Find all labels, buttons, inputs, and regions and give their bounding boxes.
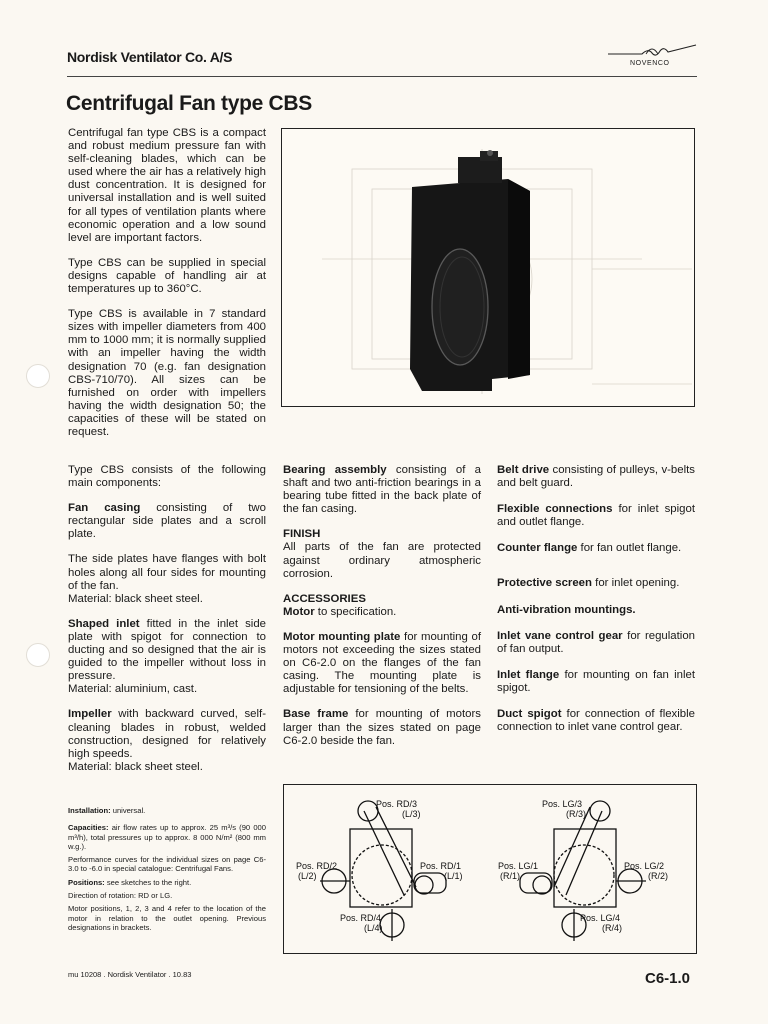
- accessories-column: [497, 464, 695, 747]
- value: air flow rates up to approx. 25 m³/s (90 000 m³/h), total pressures up to approx. 8 000 N/m² (800 mm w.g.).: [68, 823, 266, 851]
- fan-casing-item: [68, 502, 266, 541]
- label: Positions:: [68, 877, 105, 887]
- intro-paragraph: Type CBS is available in 7 standard sizes with impeller diameters from 400 mm to 1000 mm; it is normally supplied with an impeller having the width designation 70 (e.g. fan designation CBS-710/70). All sizes can be furnished on order with impellers having the width designation 50; the capacities of these will be stated on request.: [68, 308, 266, 438]
- rd3-old-label: (L/3): [402, 809, 421, 819]
- term: Belt drive: [497, 464, 550, 476]
- vane-item: [497, 630, 695, 656]
- term: Inlet vane control gear: [497, 629, 623, 642]
- description: to specification.: [314, 605, 397, 618]
- term: Fan casing: [68, 502, 141, 515]
- belt-item: [497, 464, 695, 490]
- notes-block: [68, 806, 266, 936]
- intro-paragraph: Centrifugal fan type CBS is a compact and robust medium pressure fan with self-cleaning blades, which can be used where the air has a relatively high dust concentration. It is designed for universal installation and is well suited for all types of ventilation plants where economic operation and a low sound level are important factors.: [68, 127, 266, 244]
- intro-paragraph: Type CBS can be supplied in special designs capable of handling air at temperatures up to 360°C.: [68, 256, 266, 296]
- positions-note: [68, 878, 266, 887]
- lg4-label: Pos. LG/4: [580, 913, 621, 923]
- base-frame-item: [283, 708, 481, 747]
- material: Material: black sheet steel.: [68, 592, 203, 605]
- value: universal.: [110, 806, 146, 815]
- rd4-label: Pos. RD/4: [340, 913, 382, 923]
- term: Impeller: [68, 708, 112, 721]
- lg1-label: Pos. LG/1: [498, 861, 539, 871]
- description: consisting of a shaft and two anti-friction bearings in a bearing tube fitted in the back plate of the fan casing.: [283, 464, 482, 516]
- header-rule: [67, 76, 697, 77]
- flex-item: [497, 503, 695, 529]
- lg3-old-label: (R/3): [566, 809, 586, 819]
- duct-spigot-item: [497, 708, 695, 734]
- label: Capacities:: [68, 823, 109, 833]
- motor-item: [283, 606, 481, 619]
- value: see sketches to the right.: [104, 877, 192, 887]
- description: with backward curved, self-cleaning blades in robust, welded construction, designed for relatively high speeds.: [68, 708, 266, 760]
- term: Base frame: [283, 708, 349, 721]
- term: Protective screen: [497, 577, 592, 590]
- fan-image: [282, 129, 694, 406]
- description: for mounting of motors not exceeding the sizes stated on C6-2.0 on the flanges of the fan casing. The mounting plate is adjustable for tensioning of the belts.: [283, 630, 481, 696]
- term: Motor: [283, 605, 315, 618]
- components-column: [68, 464, 266, 786]
- description: for mounting on fan inlet spigot.: [497, 668, 696, 694]
- term: Inlet flange: [497, 668, 560, 681]
- bearing-accessories-column: [283, 464, 481, 760]
- page-number: C6-1.0: [645, 970, 691, 987]
- description: for regulation of fan output.: [497, 629, 695, 655]
- counter-flange-item: [497, 542, 695, 555]
- description: The side plates have flanges with bolt holes along all four sides for mounting of the fan.: [68, 553, 266, 592]
- finish-heading: FINISH: [283, 528, 321, 541]
- lg2-old-label: (R/2): [648, 871, 668, 881]
- rd1-label: Pos. RD/1: [420, 861, 462, 871]
- components-intro: Type CBS consists of the following main components:: [68, 464, 266, 490]
- term: Counter flange: [497, 542, 578, 555]
- description: consisting of two rectangular side plates and a scroll plate.: [68, 502, 266, 541]
- lg2-label: Pos. LG/2: [624, 861, 665, 871]
- term: Anti-vibration mountings.: [497, 603, 636, 616]
- lg4-old-label: (R/4): [602, 923, 622, 933]
- term: Motor mounting plate: [283, 630, 401, 643]
- intro-text: [68, 127, 266, 451]
- footer-reference: mu 10208 . Nordisk Ventilator . 10.83: [68, 970, 192, 979]
- material: Material: black sheet steel.: [68, 760, 203, 773]
- fan-photo: [281, 128, 695, 407]
- antivibration-item: [497, 604, 695, 617]
- motor-positions-note: Motor positions, 1, 2, 3 and 4 refer to the location of the motor in relation to the outlet opening. Previous designations in brackets.: [68, 904, 266, 932]
- logo-text: NOVENCO: [630, 60, 670, 67]
- punch-hole: [26, 364, 50, 388]
- term: Shaped inlet: [68, 617, 140, 630]
- punch-hole: [26, 643, 50, 667]
- positions-diagram: [283, 784, 697, 954]
- label: Installation:: [68, 806, 111, 815]
- material: Material: aluminium, cast.: [68, 683, 198, 696]
- rotation-note: Direction of rotation: RD or LG.: [68, 891, 173, 901]
- performance-note: Performance curves for the individual sizes on page C6-3.0 to -6.0 in special catalogue: Centrifugal Fans.: [68, 855, 266, 874]
- inlet-flange-item: [497, 669, 695, 695]
- term: Bearing assembly: [283, 464, 387, 476]
- lg3-label: Pos. LG/3: [542, 799, 583, 809]
- accessories-heading: ACCESSORIES: [283, 592, 366, 605]
- positions-sketch: [284, 785, 696, 953]
- description: for connection of flexible connection to inlet vane control gear.: [497, 708, 695, 734]
- impeller-item: [68, 708, 266, 773]
- description: for inlet spigot and outlet flange.: [497, 503, 695, 529]
- shaped-inlet-item: [68, 618, 266, 697]
- motor-plate-item: [283, 631, 481, 696]
- lg1-old-label: (R/1): [500, 871, 520, 881]
- side-plates-item: [68, 553, 266, 605]
- description: consisting of pulleys, v-belts and belt guard.: [497, 464, 695, 490]
- page-title: Centrifugal Fan type CBS: [66, 92, 312, 115]
- bearing-item: [283, 464, 481, 516]
- rd2-old-label: (L/2): [298, 871, 317, 881]
- rd3-label: Pos. RD/3: [376, 799, 418, 809]
- installation-note: [68, 806, 266, 815]
- rd4-old-label: (L/4): [364, 923, 383, 933]
- description: fitted in the inlet side plate with spigot for connection to ducting and so designed that the air is guided to the impeller without loss in pressure.: [68, 617, 266, 683]
- screen-item: [497, 577, 695, 590]
- rd1-old-label: (L/1): [444, 871, 463, 881]
- finish-text: All parts of the fan are protected against ordinary atmospheric corrosion.: [283, 541, 481, 580]
- term: Duct spigot: [497, 708, 562, 721]
- rd2-label: Pos. RD/2: [296, 861, 338, 871]
- description: for inlet opening.: [591, 577, 680, 590]
- description: for mounting of motors larger than the sizes stated on page C6-2.0 beside the fan.: [283, 708, 481, 747]
- term: Flexible connections: [497, 503, 613, 516]
- capacities-note: [68, 823, 266, 851]
- rd-fan-sketch: [320, 801, 446, 941]
- company-name: Nordisk Ventilator Co. A/S: [67, 49, 233, 65]
- description: for fan outlet flange.: [577, 542, 682, 555]
